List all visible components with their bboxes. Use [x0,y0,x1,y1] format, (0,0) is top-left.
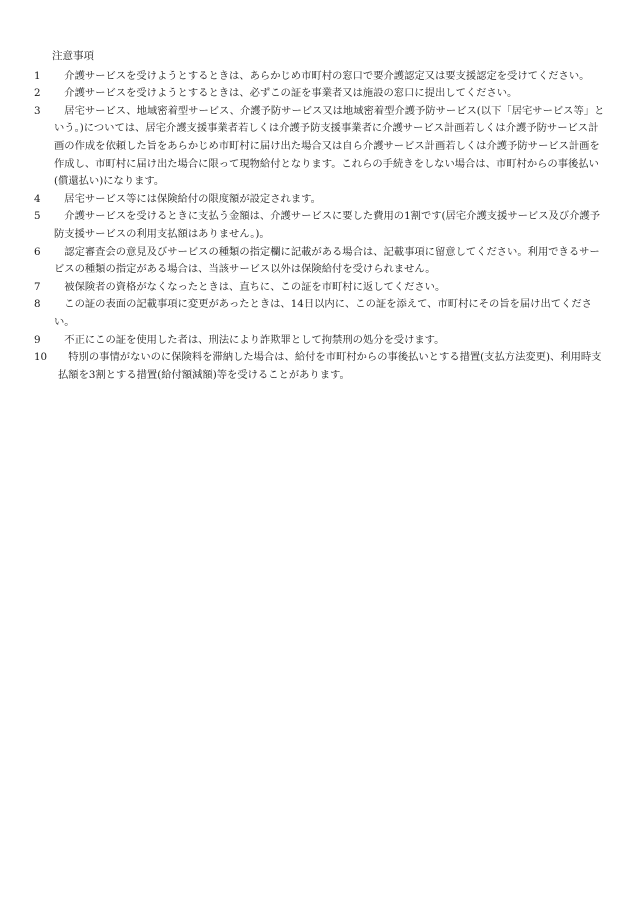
item-number: 2 [34,87,41,100]
item-text: 不正にこの証を使用した者は、刑法により詐欺罪として拘禁刑の処分を受けます。 [64,333,445,346]
list-item [34,296,606,331]
item-number: 1 [34,69,41,82]
item-text: 居宅サービス等には保険給付の限度額が設定されます。 [64,192,321,205]
list-item [34,244,606,279]
list-item [34,85,606,103]
item-number: 5 [34,210,41,223]
list-item [34,349,606,384]
item-number: 10 [34,351,48,364]
item-text: 介護サービスを受けようとするときは、あらかじめ市町村の窓口で要介護認定又は要支援認定を受けてください。 [64,69,590,82]
item-text: 特別の事情がないのに保険料を滞納した場合は、給付を市町村からの事後払いとする措置(支払方法変更)、利用時支払額を3割とする措置(給付額減額)等を受けることがあります。 [58,351,602,381]
list-item [34,68,606,86]
item-text: 被保険者の資格がなくなったときは、直ちに、この証を市町村に返してください。 [64,280,446,293]
item-text: この証の表面の記載事項に変更があったときは、14日以内に、この証を添えて、市町村にその旨を届け出てください。 [54,298,592,328]
list-item [34,208,606,243]
item-text: 居宅サービス、地域密着型サービス、介護予防サービス又は地域密着型介護予防サービス(以下「居宅サービス等」という。)については、居宅介護支援事業者若しくは介護予防支援事業者に介護サービス計画若しくは介護予防サービス計画の作成を依頼した旨をあらかじめ市町村に届け出た場合又は自ら介護サービス計画若しくは介護予防サービス計画を作成し、市町村に届け出た場合に限って現物給付となります。これらの手続きをしない場合は、市町村からの事後払い(償還払い)になります。 [54,104,605,188]
list-item [34,279,606,297]
item-number: 3 [34,104,41,117]
item-number: 7 [34,280,41,293]
item-number: 8 [34,298,41,311]
item-text: 介護サービスを受けようとするときは、必ずこの証を事業者又は施設の窓口に提出してください。 [64,87,518,100]
item-text: 介護サービスを受けるときに支払う金額は、介護サービスに要した費用の1割です(居宅介護支援サービス及び介護予防支援サービスの利用支払額はありません。)。 [54,210,601,240]
item-number: 9 [34,333,41,346]
item-number: 4 [34,192,41,205]
list-item [34,103,606,191]
page-title: 注意事項 [52,50,94,62]
list-item [34,332,606,350]
item-number: 6 [34,245,41,258]
item-text: 認定審査会の意見及びサービスの種類の指定欄に記載がある場合は、記載事項に留意してください。利用できるサービスの種類の指定がある場合は、当該サービス以外は保険給付を受けられません。 [54,245,600,276]
list-item [34,191,606,209]
notes-list [34,68,606,385]
